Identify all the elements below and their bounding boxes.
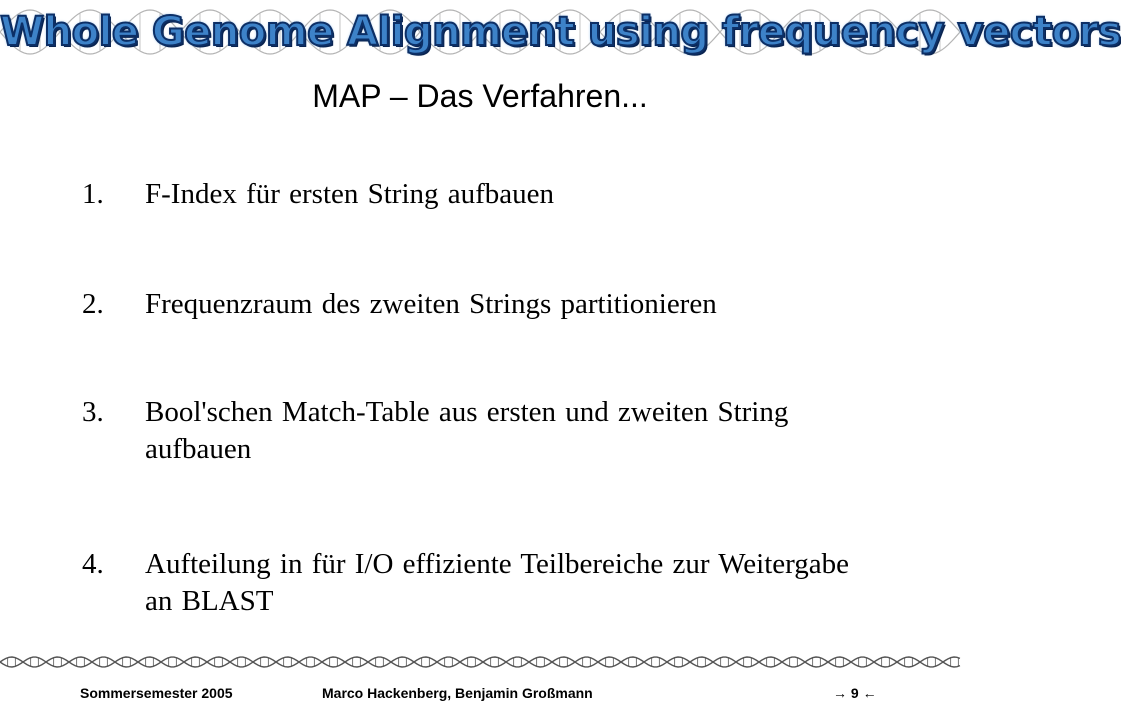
- list-item-text: F-Index für ersten String aufbauen: [145, 178, 555, 210]
- list-item-number: 4.: [82, 548, 104, 580]
- footer-semester: Sommersemester 2005: [80, 685, 233, 701]
- list-item-number: 2.: [82, 288, 104, 320]
- list-item-text: Bool'schen Match-Table aus ersten und zweiten String aufbauen: [145, 396, 789, 465]
- list-item-number: 3.: [82, 396, 104, 428]
- footer-authors: Marco Hackenberg, Benjamin Großmann: [322, 685, 593, 701]
- footer-page-number: → 9 ←: [833, 685, 877, 701]
- list-item-number: 1.: [82, 178, 104, 210]
- list-item-text: Frequenzraum des zweiten Strings partitionieren: [145, 288, 717, 320]
- footer-dna-band: [0, 650, 960, 674]
- dna-helix-footer-decoration: [0, 650, 960, 674]
- slide-title: MAP – Das Verfahren...: [312, 78, 648, 114]
- banner-title: Whole Genome Alignment using frequency vectors: [0, 9, 1121, 55]
- list-item-text: Aufteilung in für I/O effiziente Teilbereiche zur Weitergabe an BLAST: [145, 548, 850, 617]
- header-banner: [0, 0, 1121, 64]
